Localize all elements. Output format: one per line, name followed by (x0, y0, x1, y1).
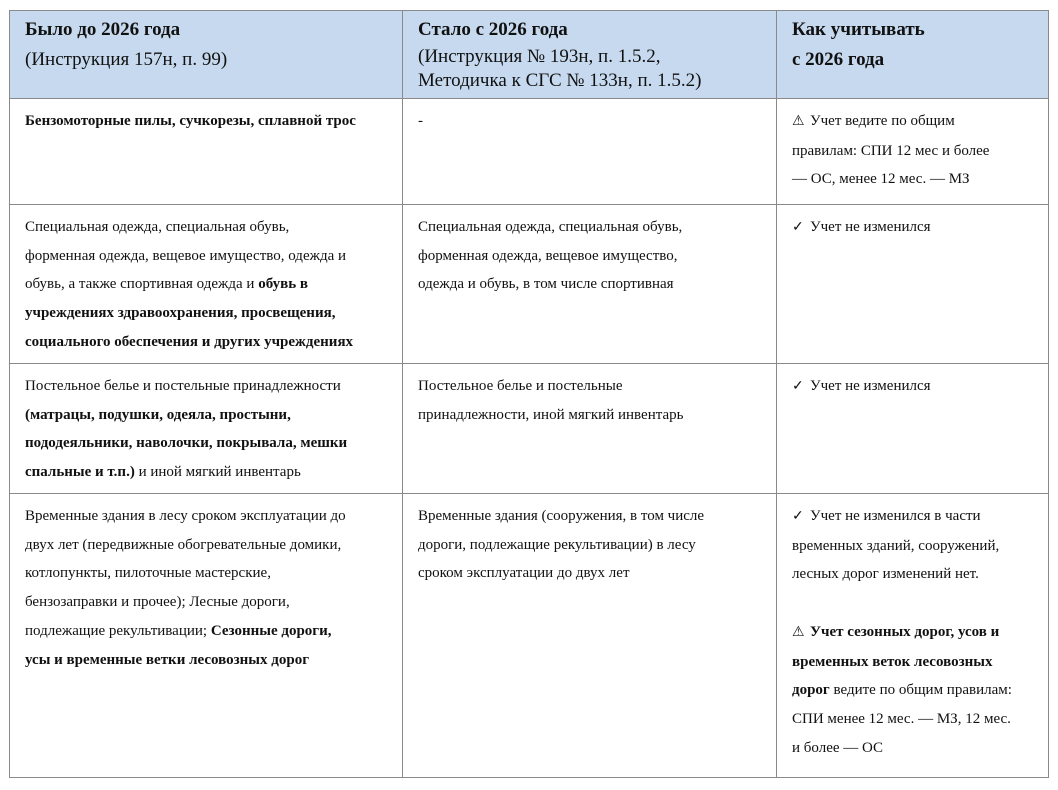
cell-line (25, 502, 392, 531)
cell-before (10, 494, 403, 778)
cell-line (25, 372, 392, 401)
header-after-subtitle (418, 45, 766, 93)
cell-line (792, 372, 1038, 402)
text: форменная одежда, вещевое имущество, одежда и (25, 247, 347, 264)
text: Специальная одежда, специальная обувь, (25, 219, 290, 235)
cell-line (792, 676, 1038, 705)
table-row (10, 99, 1049, 205)
text: дороги, подлежащие рекультивации) в лесу (418, 536, 696, 553)
cell-line (25, 299, 392, 328)
cell-how (777, 99, 1049, 205)
cell-line (25, 328, 392, 357)
text: и иной мягкий инвентарь (134, 464, 301, 481)
comparison-table (9, 10, 1049, 778)
cell-line (25, 270, 392, 299)
cell-line (418, 559, 766, 588)
bold-text: учреждениях здравоохранения, просвещения, (25, 305, 336, 322)
header-after-subtitle-line: Методичка к СГС № 133н, п. 1.5.2) (418, 70, 702, 91)
text: временных зданий, сооружений, (792, 537, 1000, 554)
text: Учет ведите по общим (810, 113, 955, 129)
text: бензозаправки и прочее); Лесные дороги, (25, 594, 290, 611)
bold-text: пододеяльники, наволочки, покрывала, мешки (25, 435, 348, 452)
bold-text: Сезонные дороги, (210, 622, 332, 639)
text: котлопункты, пилоточные мастерские, (25, 565, 271, 582)
text: — ОС, менее 12 мес. — МЗ (792, 171, 970, 188)
cell-line (418, 502, 766, 531)
cell-line (792, 648, 1038, 677)
header-after-subtitle-line: (Инструкция № 193н, п. 1.5.2, (418, 46, 661, 67)
cell-after (403, 494, 777, 778)
text: Специальная одежда, специальная обувь, (418, 219, 683, 235)
cell-line (418, 107, 766, 136)
header-before-title: Было до 2026 года (25, 19, 181, 40)
cell-line (25, 458, 392, 487)
table-row (10, 494, 1049, 778)
text: Временные здания в лесу сроком эксплуатации до (25, 508, 346, 524)
cell-how (777, 364, 1049, 494)
cell-line (792, 502, 1038, 532)
bold-text: Учет сезонных дорог, усов и (810, 623, 1000, 640)
bold-text: обувь в (258, 276, 308, 293)
bold-text: спальные и т.п.) (25, 464, 135, 481)
bold-text: (матрацы, подушки, одеяла, простыни, (25, 406, 291, 423)
header-after (403, 11, 777, 99)
warning-icon: ⚠ (792, 114, 805, 129)
paragraph-gap (792, 589, 1038, 618)
cell-line (25, 242, 392, 271)
cell-how (777, 205, 1049, 364)
cell-line (25, 588, 392, 617)
cell-line (792, 734, 1038, 763)
header-before-subtitle: (Инструкция 157н, п. 99) (25, 49, 228, 70)
table-row (10, 205, 1049, 364)
cell-line (25, 429, 392, 458)
text: форменная одежда, вещевое имущество, (418, 247, 678, 264)
cell-before (10, 99, 403, 205)
cell-line (418, 242, 766, 271)
cell-line (418, 372, 766, 401)
header-after-title: Стало с 2026 года (418, 19, 568, 40)
text: Постельное белье и постельные принадлежности (25, 378, 341, 394)
text: и более — ОС (792, 739, 884, 756)
cell-line (792, 107, 1038, 137)
cell-line (418, 213, 766, 242)
table-body (10, 99, 1049, 778)
cell-line (25, 213, 392, 242)
cell-line (792, 165, 1038, 194)
bold-text: социального обеспечения и других учреждениях (25, 333, 354, 350)
cell-line (25, 401, 392, 430)
cell-line (418, 401, 766, 430)
text: СПИ менее 12 мес. — МЗ, 12 мес. (792, 710, 1011, 727)
text: Учет не изменился (810, 378, 931, 394)
text: - (418, 113, 423, 129)
cell-line (792, 560, 1038, 589)
cell-line (792, 213, 1038, 243)
table-row (10, 364, 1049, 494)
header-before (10, 11, 403, 99)
cell-before (10, 205, 403, 364)
cell-line (792, 137, 1038, 166)
cell-line (418, 270, 766, 299)
cell-line (25, 646, 392, 675)
cell-line (792, 618, 1038, 648)
text: Учет не изменился (810, 219, 931, 235)
cell-line (25, 531, 392, 560)
text: двух лет (передвижные обогревательные домики, (25, 536, 342, 553)
check-icon: ✓ (792, 509, 804, 524)
bold-text: усы и временные ветки лесовозных дорог (25, 651, 310, 668)
cell-before (10, 364, 403, 494)
text: обувь, а также спортивная одежда и (25, 276, 259, 293)
cell-line (25, 107, 392, 136)
text: принадлежности, иной мягкий инвентарь (418, 406, 684, 423)
table-header (10, 11, 1049, 99)
cell-how (777, 494, 1049, 778)
bold-text: Бензомоторные пилы, сучкорезы, сплавной трос (25, 113, 356, 129)
cell-line (25, 559, 392, 588)
cell-after (403, 364, 777, 494)
header-row (10, 11, 1049, 99)
text: подлежащие рекультивации; (25, 622, 211, 639)
cell-line (418, 531, 766, 560)
cell-line (792, 532, 1038, 561)
text: Временные здания (сооружения, в том числе (418, 508, 705, 524)
header-how-title: Как учитывать (792, 19, 925, 40)
bold-text: дорог (792, 682, 830, 699)
text: лесных дорог изменений нет. (792, 566, 979, 583)
text: ведите по общим правилам: (829, 682, 1012, 699)
cell-after (403, 205, 777, 364)
warning-icon: ⚠ (792, 624, 805, 640)
cell-after (403, 99, 777, 205)
cell-line (792, 705, 1038, 734)
text: одежда и обувь, в том числе спортивная (418, 276, 674, 293)
check-icon: ✓ (792, 220, 804, 235)
cell-line (25, 617, 392, 646)
text: правилам: СПИ 12 мес и более (792, 142, 990, 159)
bold-text: временных веток лесовозных (792, 653, 993, 670)
text: Постельное белье и постельные (418, 378, 623, 394)
check-icon: ✓ (792, 379, 804, 394)
header-how (777, 11, 1049, 99)
header-how-subtitle: с 2026 года (792, 49, 885, 70)
text: Учет не изменился в части (810, 508, 981, 524)
text: сроком эксплуатации до двух лет (418, 565, 630, 582)
